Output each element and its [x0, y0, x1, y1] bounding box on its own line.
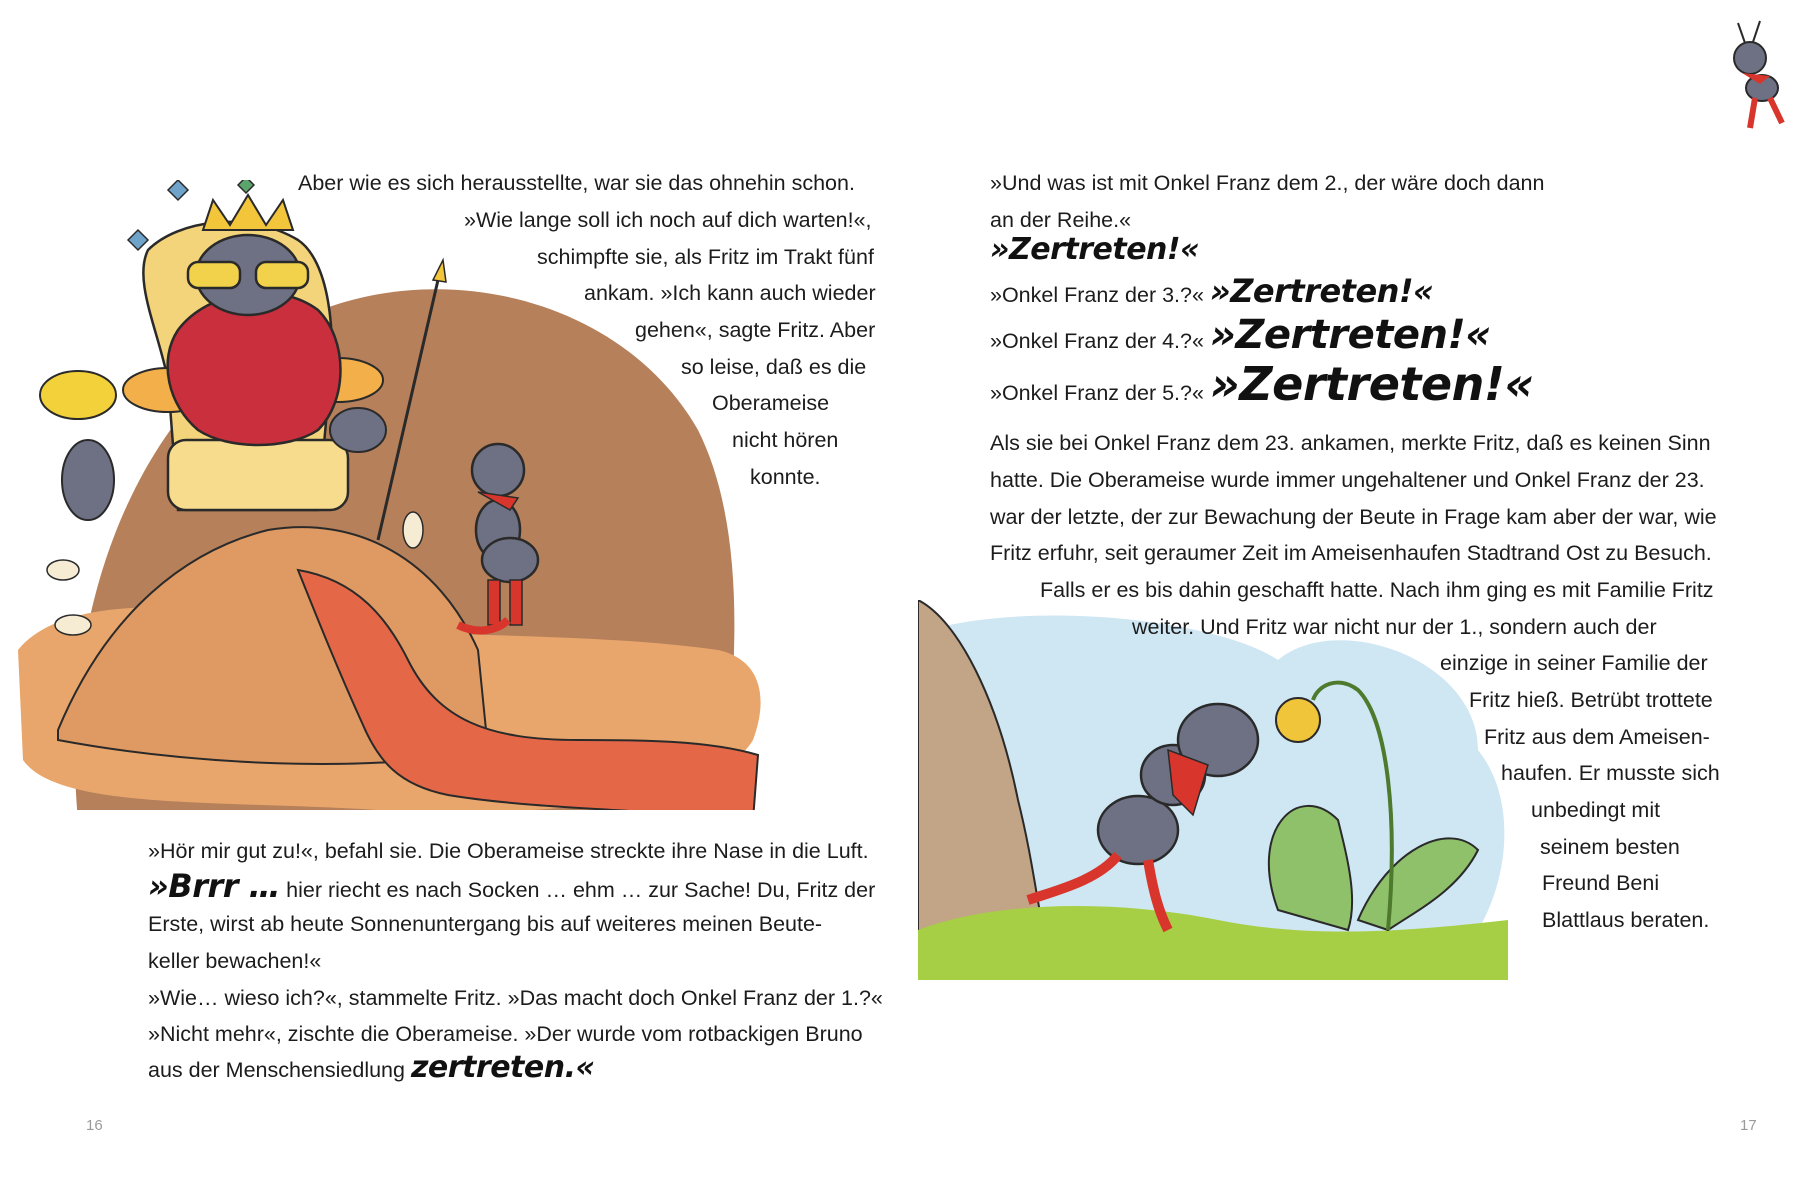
gem-shape	[128, 230, 148, 250]
larva-shape	[55, 615, 91, 635]
left-intro-line: schimpfte sie, als Fritz im Trakt fünf	[537, 245, 874, 269]
left-lower-line: »Nicht mehr«, zischte die Oberameise. »Der wurde vom rotbackigen Bruno	[148, 1022, 863, 1046]
larva-shape	[403, 512, 423, 548]
left-lower-line	[148, 1050, 594, 1089]
corner-ant-icon	[1720, 18, 1800, 133]
larva-shape	[47, 560, 79, 580]
gem-shape	[168, 180, 188, 200]
right-para-line: seinem besten	[1540, 835, 1680, 859]
right-para-line: Fritz aus dem Ameisen-	[1484, 725, 1710, 749]
brrr-exclamation: »Brrr …	[148, 867, 281, 905]
right-para-line: hatte. Die Oberameise wurde immer ungehaltener und Onkel Franz der 23.	[990, 468, 1705, 492]
right-para-line: haufen. Er musste sich	[1501, 761, 1720, 785]
crown-shape	[203, 195, 293, 230]
right-question-line	[990, 357, 1534, 412]
right-para-line: weiter. Und Fritz war nicht nur der 1., sondern auch der	[1132, 615, 1657, 639]
left-intro-line: konnte.	[750, 465, 821, 489]
left-lower-line-lead: aus der Menschensiedlung	[148, 1058, 411, 1082]
helmet-ant-body	[62, 440, 114, 520]
shout-zertreten: »Zertreten!«	[1209, 357, 1534, 411]
shout-zertreten: »Zertreten!«	[990, 232, 1200, 267]
meadow-illustration	[918, 600, 1518, 980]
right-para-line: Falls er es bis dahin geschafft hatte. Nach ihm ging es mit Familie Fritz	[1040, 578, 1714, 602]
page-number-right: 17	[1740, 1117, 1757, 1134]
left-intro-line: »Wie lange soll ich noch auf dich warten!«,	[464, 208, 872, 232]
question-lead: »Onkel Franz der 4.?«	[990, 329, 1210, 353]
question-lead: »Onkel Franz der 5.?«	[990, 381, 1210, 405]
right-line: »Und was ist mit Onkel Franz dem 2., der wäre doch dann	[990, 171, 1545, 195]
right-para-line: Blattlaus beraten.	[1542, 908, 1710, 932]
left-intro-line: ankam. »Ich kann auch wieder	[584, 281, 876, 305]
guard-ant-head	[330, 408, 386, 452]
zertreten-emphasis: zertreten.«	[410, 1050, 595, 1085]
left-lower-line	[148, 868, 875, 909]
left-lower-line: Erste, wirst ab heute Sonnenuntergang bis auf weiteres meinen Beute-	[148, 912, 823, 936]
throne-seat-shape	[168, 440, 348, 510]
right-para-line: einzige in seiner Familie der	[1440, 651, 1708, 675]
right-question-line	[990, 312, 1491, 360]
spear-tip-shape	[433, 260, 446, 282]
left-lower-line: »Wie… wieso ich?«, stammelte Fritz. »Das macht doch Onkel Franz der 1.?«	[148, 986, 883, 1010]
left-intro-line: nicht hören	[732, 428, 839, 452]
left-intro-line: gehen«, sagte Fritz. Aber	[635, 318, 876, 342]
gem-shape	[238, 180, 254, 193]
left-intro-line: Aber wie es sich herausstellte, war sie das ohnehin schon.	[298, 171, 855, 195]
right-para-line: Als sie bei Onkel Franz dem 23. ankamen, merkte Fritz, daß es keinen Sinn	[990, 431, 1711, 455]
dandelion-flower-shape	[1276, 698, 1320, 742]
shout-zertreten: »Zertreten!«	[1209, 312, 1491, 358]
left-intro-line: Oberameise	[712, 391, 830, 415]
right-question-line	[990, 273, 1433, 314]
right-para-line: unbedingt mit	[1531, 798, 1661, 822]
question-lead: »Onkel Franz der 3.?«	[990, 283, 1210, 307]
sunglasses-left-lens	[188, 262, 240, 288]
dandelion-leaves-shape	[1269, 806, 1352, 930]
left-lower-line-rest: hier riecht es nach Socken … ehm … zur Sache! Du, Fritz der	[280, 878, 876, 902]
right-para-line: Fritz hieß. Betrübt trottete	[1469, 688, 1713, 712]
right-para-line: war der letzte, der zur Bewachung der Beute in Frage kam aber der war, wie	[990, 505, 1717, 529]
left-lower-line: »Hör mir gut zu!«, befahl sie. Die Oberameise streckte ihre Nase in die Luft.	[148, 839, 869, 863]
helmet-shape	[40, 371, 116, 419]
left-intro-line: so leise, daß es die	[681, 355, 867, 379]
right-line: an der Reihe.«	[990, 208, 1132, 232]
right-para-line: Freund Beni	[1542, 871, 1660, 895]
shout-zertreten: »Zertreten!«	[1209, 272, 1434, 310]
right-para-line: Fritz erfuhr, seit geraumer Zeit im Ameisenhaufen Stadtrand Ost zu Besuch.	[990, 541, 1712, 565]
page-number-left: 16	[86, 1117, 103, 1134]
sunglasses-right-lens	[256, 262, 308, 288]
left-lower-line: keller bewachen!«	[148, 949, 322, 973]
